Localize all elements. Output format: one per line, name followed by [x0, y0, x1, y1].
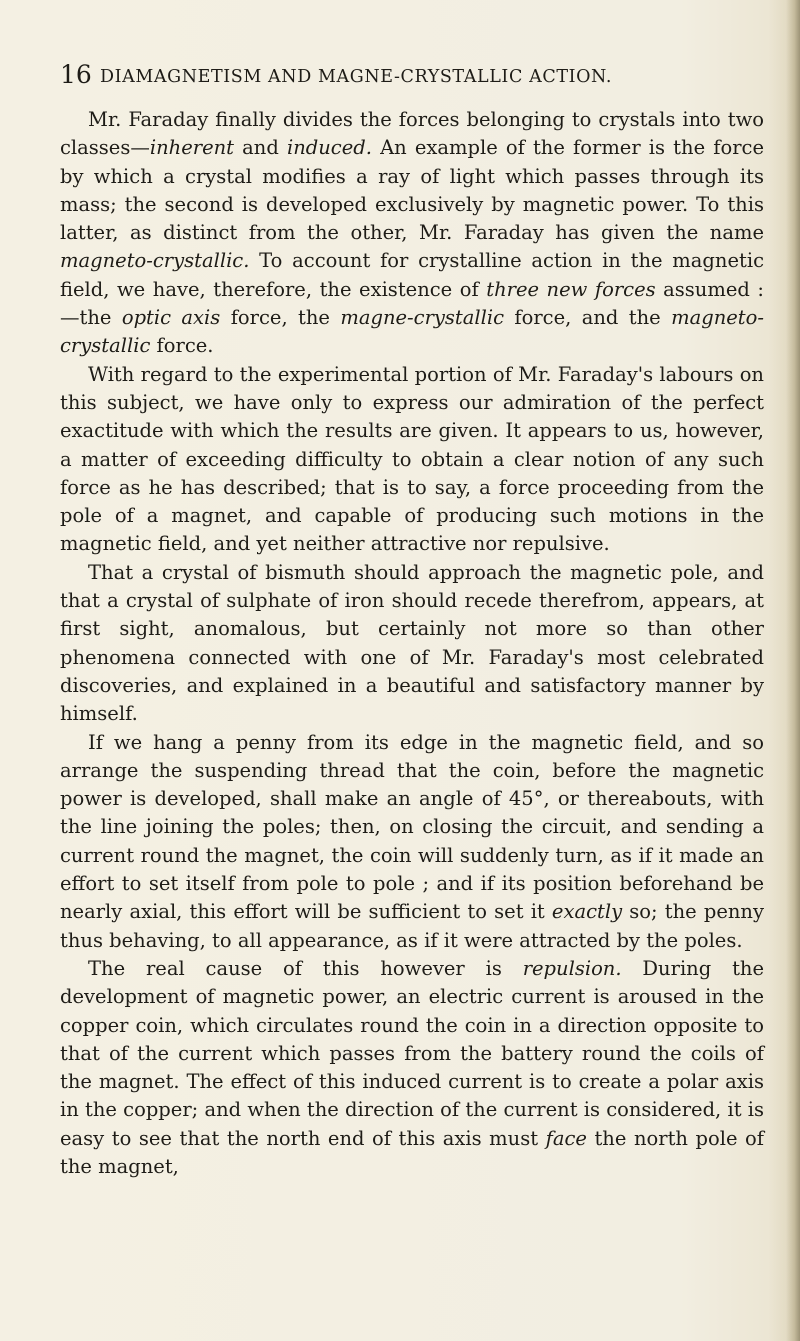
paragraph	[60, 361, 764, 559]
page-edge-shadow	[786, 0, 800, 1341]
paragraph	[60, 729, 764, 955]
italic-text: induced.	[286, 136, 372, 160]
text-run: force, the	[220, 306, 341, 330]
page-header	[60, 60, 760, 94]
text-run: During the development of magnetic power, an electric current is aroused in the copper coin, which circulates round the coin in a direction opposite to that of the current which passes from the battery round the coils of the magnet. The effect of this induced current is to create a polar axis in the copper; and when the direction of the current is considered, it is easy to see that the north end of this axis must	[60, 956, 765, 1150]
italic-text: magneto-crystallic.	[60, 249, 250, 273]
text-run: force.	[150, 334, 214, 358]
italic-text: three new forces	[486, 277, 656, 301]
paragraph	[60, 955, 764, 1181]
text-run: force, and the	[504, 306, 672, 330]
text-run: That a crystal of bismuth should approach the magnetic pole, and that a crystal of sulphate of iron should recede therefrom, appears, at first sight, anomalous, but certainly not more so than other phenomena connected with one of Mr. Faraday's most celebrated discoveries, and explained in a beautiful and satisfactory manner by himself.	[60, 560, 764, 726]
italic-text: magneto-crystallic	[60, 306, 764, 358]
text-run: With regard to the experimental portion of Mr. Faraday's labours on this subject, we have only to express our admiration of the perfect exactitude with which the results are given. It appears to us, however, a matter of exceeding difficulty to obtain a clear notion of any such force as he has described; that is to say, a force proceeding from the pole of a magnet, and capable of producing such motions in the magnetic field, and yet neither attractive nor repulsive.	[60, 362, 764, 556]
italic-text: exactly	[551, 900, 623, 924]
running-head: DIAMAGNETISM AND MAGNE-CRYSTALLIC ACTION.	[100, 67, 613, 87]
paragraph	[60, 559, 764, 729]
italic-text: magne-crystallic	[340, 306, 505, 330]
text-run: To account for crystalline action in the magnetic field, we have, therefore, the existence of	[60, 249, 764, 301]
italic-text: repulsion.	[522, 956, 622, 980]
body-text	[60, 106, 764, 1181]
italic-text: inherent	[149, 136, 235, 160]
text-run: If we hang a penny from its edge in the magnetic field, and so arrange the suspending thread that the coin, before the magnetic power is developed, shall make an angle of 45°, or thereabouts, with the line joining the poles; then, on closing the circuit, and sending a current round the magnet, the coin will suddenly turn, as if it made an effort to set itself from pole to pole ; and if its position beforehand be nearly axial, this effort will be sufficient to set it	[60, 730, 764, 924]
text-run: Mr. Faraday finally divides the forces belonging to crystals into two classes—	[60, 108, 764, 160]
paragraph	[60, 106, 764, 361]
text-run: An example of the former is the force by which a crystal modifies a ray of light which passes through its mass; the second is developed exclusively by magnetic power. To this latter, as distinct from the other, Mr. Faraday has given the name	[60, 136, 764, 245]
page-number: 16	[60, 60, 92, 89]
text-run: so; the penny thus behaving, to all appearance, as if it were attracted by the poles.	[60, 900, 764, 952]
text-run: The real cause of this however is	[88, 956, 523, 980]
text-run: and	[234, 136, 287, 160]
italic-text: face	[545, 1126, 587, 1150]
text-run: assumed :—the	[60, 277, 764, 330]
text-run: the north pole of the magnet,	[60, 1126, 765, 1178]
italic-text: optic axis	[121, 306, 221, 330]
